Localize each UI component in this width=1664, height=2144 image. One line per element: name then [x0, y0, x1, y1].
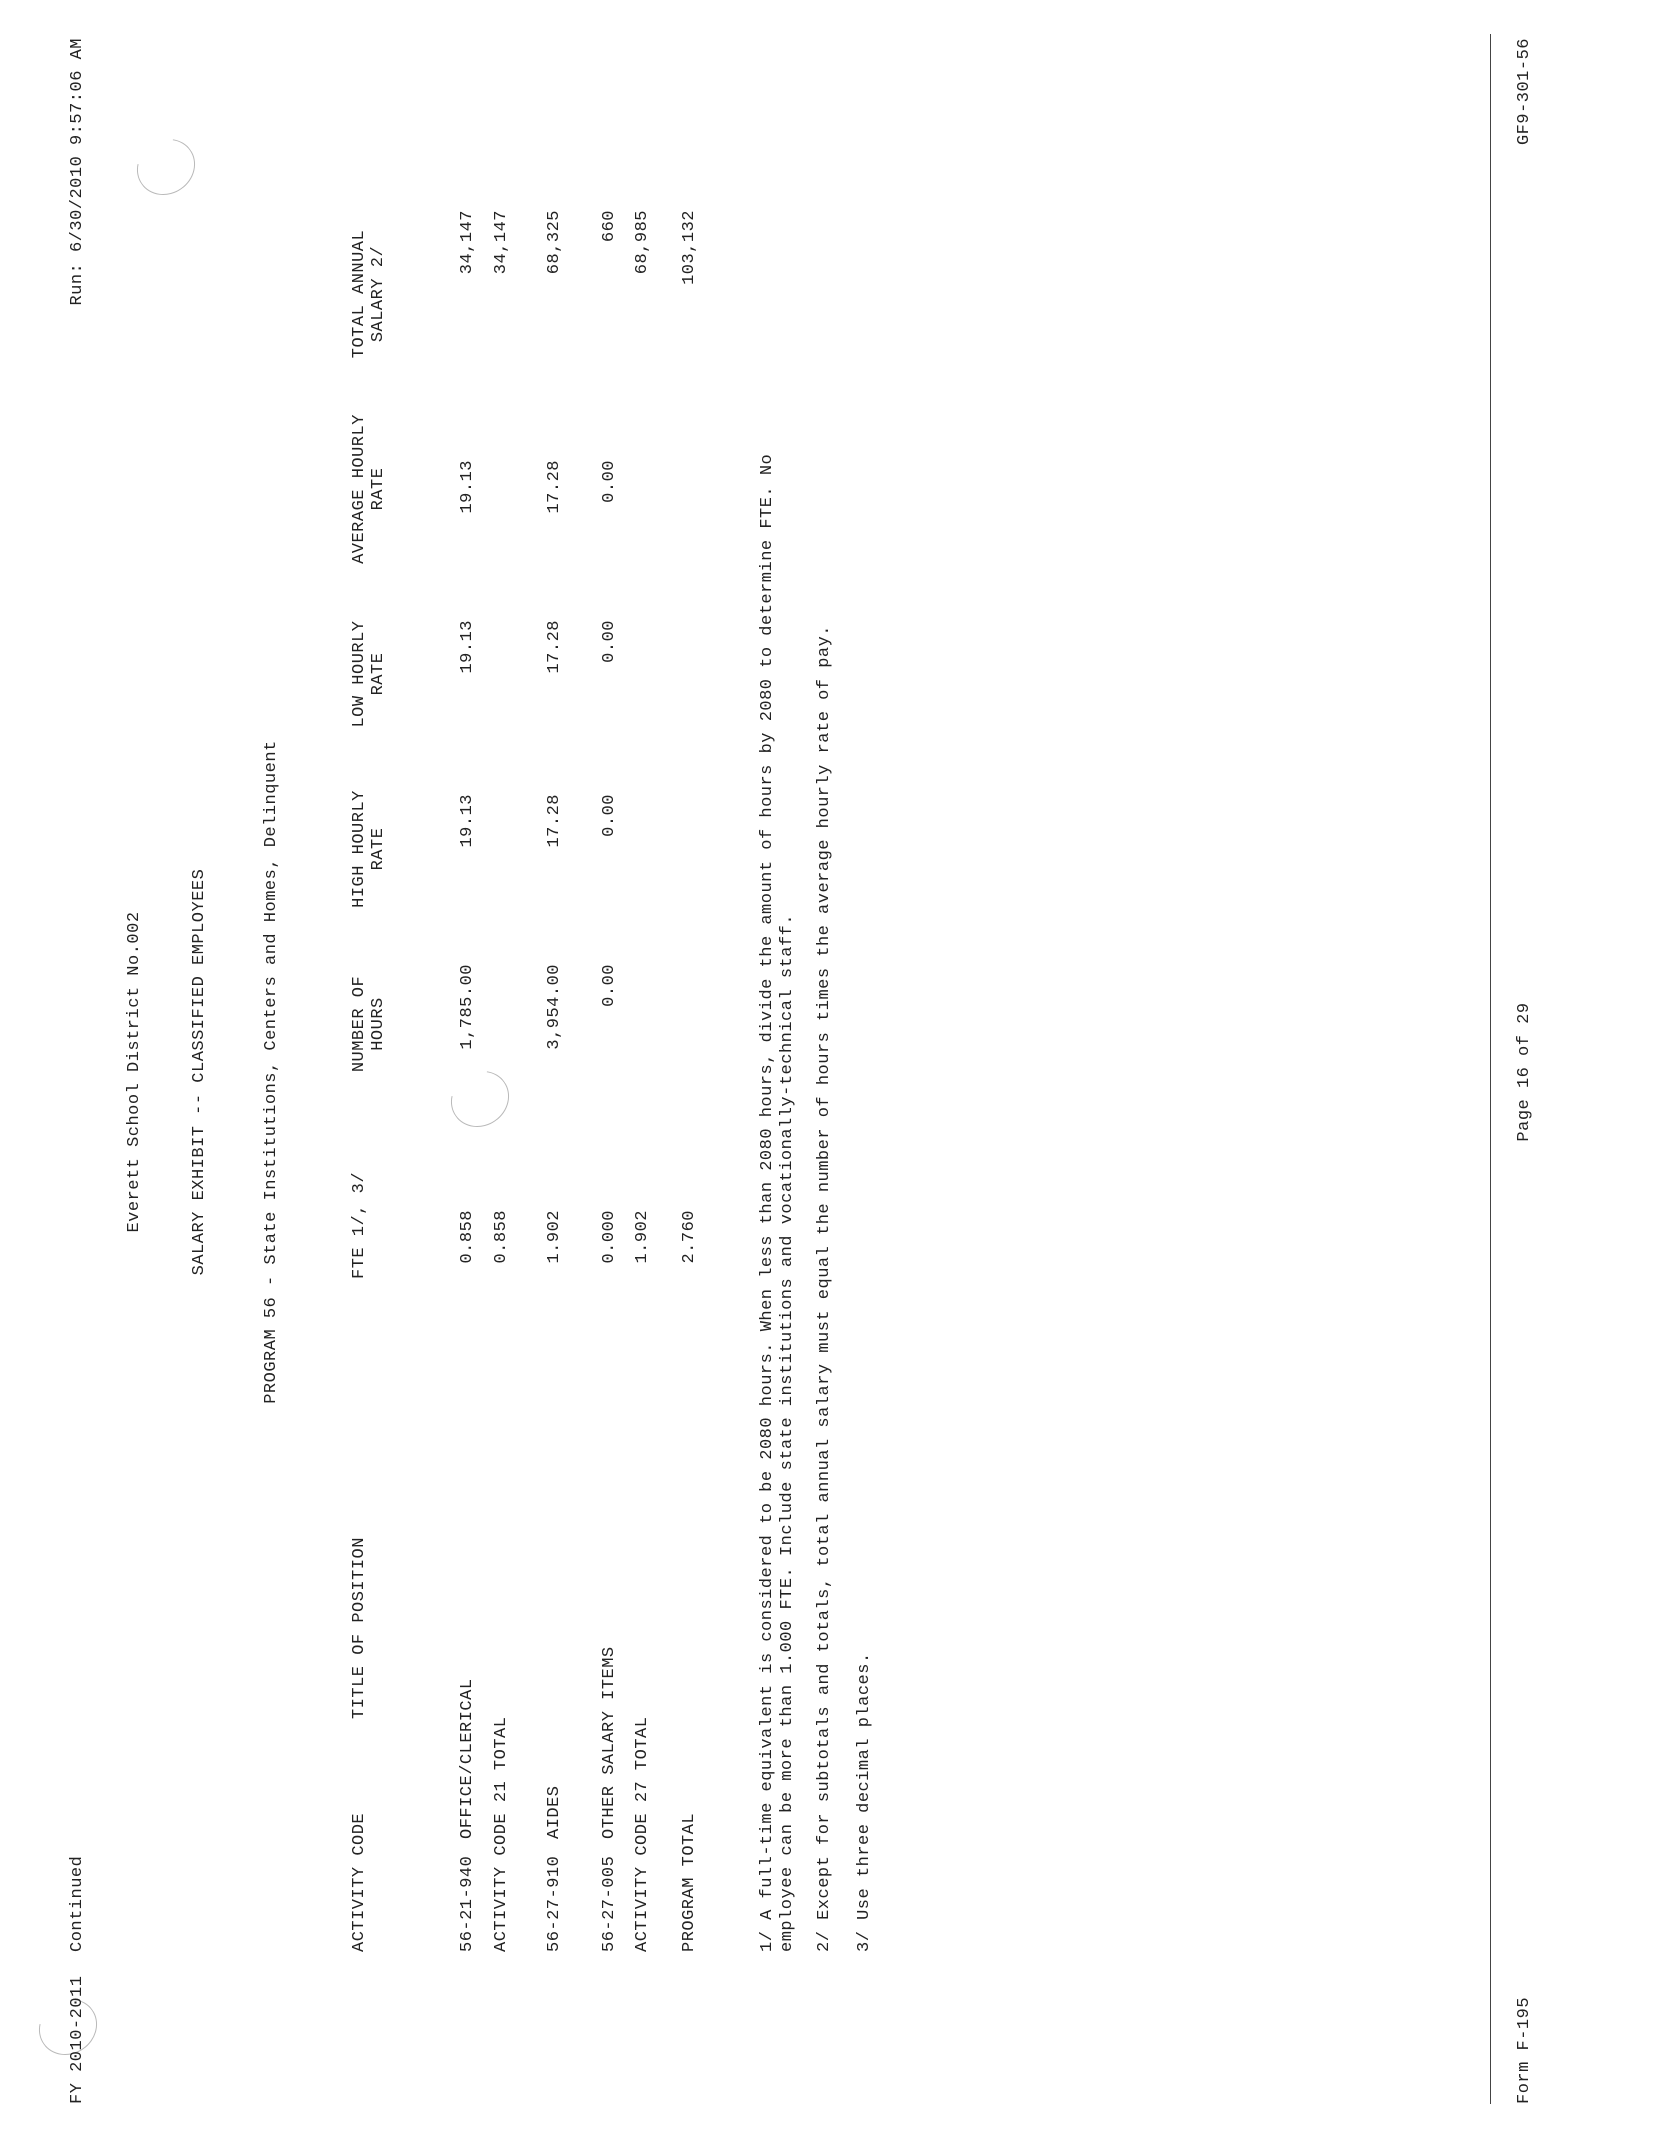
footnote-1-line-2: employee can be more than 1.000 FTE. Include state institutions and vocationally-technical staff.: [778, 913, 797, 1952]
row-code: ACTIVITY CODE 27 TOTAL: [633, 1716, 652, 1952]
row-fte: 0.858: [458, 1210, 477, 1264]
row-avg-rate: 19.13: [458, 460, 477, 514]
row-hours: 0.00: [600, 964, 619, 1007]
fiscal-year: FY 2010-2011: [68, 1975, 87, 2104]
row-title: AIDES: [545, 1785, 564, 1839]
col-high-line1: HIGH HOURLY: [350, 790, 369, 908]
col-title-of-position: TITLE OF POSITION: [350, 1537, 369, 1719]
footer-divider: [1490, 34, 1491, 2104]
footnote-2: 2/ Except for subtotals and totals, total annual salary must equal the number of hours times the average hourly rate of pay.: [815, 624, 834, 1952]
row-fte: 2.760: [680, 1210, 699, 1264]
col-high-hourly-rate: [350, 764, 388, 934]
row-hours: 3,954.00: [545, 964, 564, 1050]
row-hours: 1,785.00: [458, 964, 477, 1050]
row-code: PROGRAM TOTAL: [680, 1812, 699, 1952]
row-fte: 0.858: [492, 1210, 511, 1264]
col-number-of-hours: [350, 944, 388, 1104]
district-name: Everett School District No.002: [125, 911, 144, 1233]
punch-hole-center: [440, 1060, 520, 1139]
col-average-hourly-rate: [350, 394, 388, 584]
row-avg-rate: 17.28: [545, 460, 564, 514]
footnote-1-line-1: 1/ A full-time equivalent is considered to be 2080 hours. When less than 2080 hours, divide the amount of hours by 2080 to determine FTE. No: [758, 453, 777, 1952]
row-fte: 0.000: [600, 1210, 619, 1264]
row-low-rate: 19.13: [458, 620, 477, 674]
row-low-rate: 17.28: [545, 620, 564, 674]
row-salary: 68,985: [633, 210, 652, 275]
continued-label: Continued: [68, 1855, 87, 1952]
col-fte: FTE 1/, 3/: [350, 1171, 369, 1279]
col-low-line2: RATE: [369, 652, 388, 696]
run-timestamp: Run: 6/30/2010 9:57:06 AM: [68, 38, 87, 306]
row-code: 56-27-910: [545, 1855, 564, 1952]
form-code: GF9-301-56: [1515, 38, 1534, 146]
row-title: OTHER SALARY ITEMS: [600, 1646, 619, 1839]
col-high-line2: RATE: [369, 827, 388, 871]
row-low-rate: 0.00: [600, 620, 619, 663]
col-hours-line2: HOURS: [369, 997, 388, 1051]
form-number: Form F-195: [1515, 1996, 1534, 2104]
col-low-hourly-rate: [350, 594, 388, 754]
row-salary: 34,147: [492, 210, 511, 275]
row-salary: 103,132: [680, 210, 699, 285]
row-title: OFFICE/CLERICAL: [458, 1678, 477, 1839]
row-salary: 68,325: [545, 210, 564, 275]
row-high-rate: 17.28: [545, 794, 564, 848]
col-avg-line2: RATE: [369, 467, 388, 511]
program-title: PROGRAM 56 - State Institutions, Centers and Homes, Delinquent: [262, 740, 281, 1404]
row-fte: 1.902: [545, 1210, 564, 1264]
col-activity-code: ACTIVITY CODE: [350, 1812, 369, 1952]
col-low-line1: LOW HOURLY: [350, 620, 369, 728]
row-avg-rate: 0.00: [600, 460, 619, 503]
col-salary-line1: TOTAL ANNUAL: [350, 229, 369, 359]
row-code: 56-27-005: [600, 1855, 619, 1952]
row-fte: 1.902: [633, 1210, 652, 1264]
row-salary: 34,147: [458, 210, 477, 275]
row-salary: 660: [600, 210, 619, 243]
footnote-3: 3/ Use three decimal places.: [855, 1652, 874, 1952]
row-high-rate: 0.00: [600, 794, 619, 837]
exhibit-title: SALARY EXHIBIT -- CLASSIFIED EMPLOYEES: [190, 868, 209, 1276]
row-code: 56-21-940: [458, 1855, 477, 1952]
row-high-rate: 19.13: [458, 794, 477, 848]
page-number: Page 16 of 29: [1515, 1002, 1534, 1142]
row-code: ACTIVITY CODE 21 TOTAL: [492, 1716, 511, 1952]
col-total-annual-salary: [350, 204, 388, 384]
col-hours-line1: NUMBER OF: [350, 975, 369, 1073]
col-avg-line1: AVERAGE HOURLY: [350, 414, 369, 564]
col-salary-line2: SALARY 2/: [369, 245, 388, 343]
